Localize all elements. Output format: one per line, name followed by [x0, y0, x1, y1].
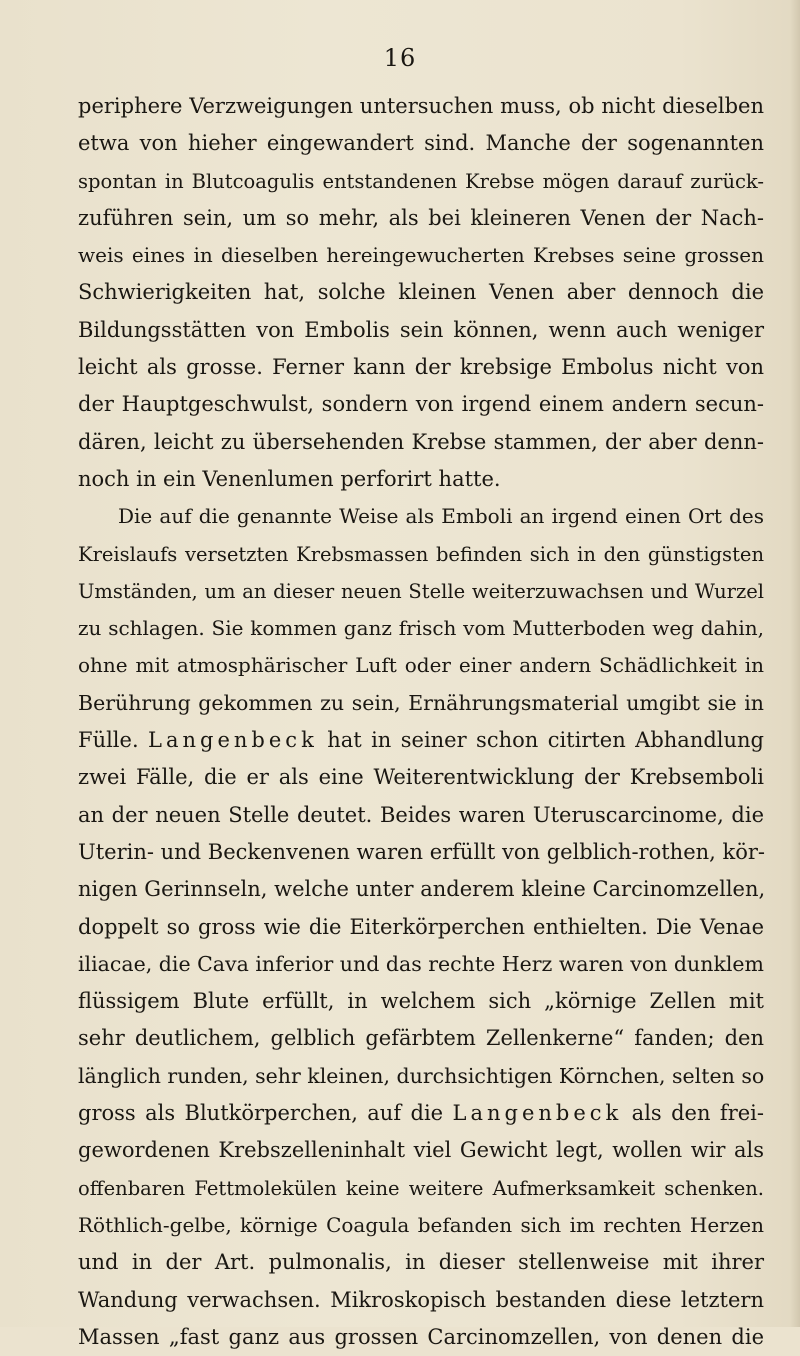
text-line: leicht als grosse. Ferner kann der krebsige Embolus nicht von	[78, 355, 764, 380]
author-name-spaced: Langenbeck	[452, 1101, 623, 1126]
paragraph-start-line: Die auf die genannte Weise als Emboli an irgend einen Ort des	[118, 504, 764, 529]
text-line: etwa von hieher eingewandert sind. Manche der sogenannten	[78, 131, 764, 156]
text-line: Bildungsstätten von Embolis sein können, wenn auch weniger	[78, 317, 764, 342]
page-number: 16	[383, 44, 417, 72]
text-line: flüssigem Blute erfüllt, in welchem sich „körnige Zellen mit	[78, 989, 764, 1014]
paragraph-end-line: noch in ein Venenlumen perforirt hatte.	[78, 466, 501, 491]
text-line: periphere Verzweigungen untersuchen muss, ob nicht dieselben	[78, 94, 764, 118]
text-line: sehr deutlichem, gelblich gefärbtem Zellenkerne“ fanden; den	[78, 1026, 764, 1051]
author-name-spaced: Langenbeck	[148, 728, 318, 753]
text-line-author-name: gross als Blutkörperchen, auf die Langenbeck als den frei-	[78, 1101, 764, 1126]
page-edge-shadow	[790, 0, 800, 1327]
text-line: ohne mit atmosphärischer Luft oder einer andern Schädlichkeit in	[78, 653, 764, 678]
text-line: zu schlagen. Sie kommen ganz frisch vom Mutterboden weg dahin,	[78, 616, 764, 641]
text-line: spontan in Blutcoagulis entstandenen Krebse mögen darauf zurück-	[78, 169, 764, 193]
text-line: Wandung verwachsen. Mikroskopisch bestanden diese letztern	[78, 1287, 764, 1312]
text-line: länglich runden, sehr kleinen, durchsichtigen Körnchen, selten so	[78, 1063, 765, 1088]
text-line: an der neuen Stelle deutet. Beides waren Uteruscarcinome, die	[78, 802, 764, 827]
text-line: zuführen sein, um so mehr, als bei kleineren Venen der Nach-	[78, 205, 764, 230]
text-line: Kreislaufs versetzten Krebsmassen befinden sich in den günstigsten	[78, 542, 764, 566]
text-line: Umständen, um an dieser neuen Stelle weiterzuwachsen und Wurzel	[78, 579, 764, 603]
text-line: und in der Art. pulmonalis, in dieser stellenweise mit ihrer	[78, 1250, 764, 1275]
text-line: dären, leicht zu übersehenden Krebse stammen, der aber denn-	[78, 429, 764, 454]
text-line: Berührung gekommen zu sein, Ernährungsmaterial umgibt sie in	[78, 690, 764, 715]
text-line: Röthlich-gelbe, körnige Coagula befanden sich im rechten Herzen	[78, 1212, 764, 1237]
text-line: Schwierigkeiten hat, solche kleinen Venen aber dennoch die	[78, 280, 764, 305]
text-line-author-name: Fülle. Langenbeck hat in seiner schon citirten Abhandlung	[78, 728, 764, 753]
text-line: nigen Gerinnseln, welche unter anderem kleine Carcinomzellen,	[78, 877, 766, 902]
text-line: offenbaren Fettmolekülen keine weitere Aufmerksamkeit schenken.	[78, 1176, 764, 1200]
text-line: zwei Fälle, die er als eine Weiterentwicklung der Krebsemboli	[78, 765, 764, 790]
text-line: iliacae, die Cava inferior und das rechte Herz waren von dunklem	[78, 951, 764, 976]
text-line: weis eines in dieselben hereingewucherten Krebses seine grossen	[78, 243, 764, 268]
text-line: der Hauptgeschwulst, sondern von irgend einem andern secun-	[78, 392, 764, 417]
body-text	[78, 88, 764, 1356]
text-line: gewordenen Krebszelleninhalt viel Gewicht legt, wollen wir als	[78, 1138, 764, 1163]
text-line: Massen „fast ganz aus grossen Carcinomzellen, von denen die	[78, 1324, 764, 1349]
text-line: Uterin- und Beckenvenen waren erfüllt von gelblich-rothen, kör-	[78, 839, 766, 864]
text-line: doppelt so gross wie die Eiterkörperchen enthielten. Die Venae	[78, 914, 764, 939]
